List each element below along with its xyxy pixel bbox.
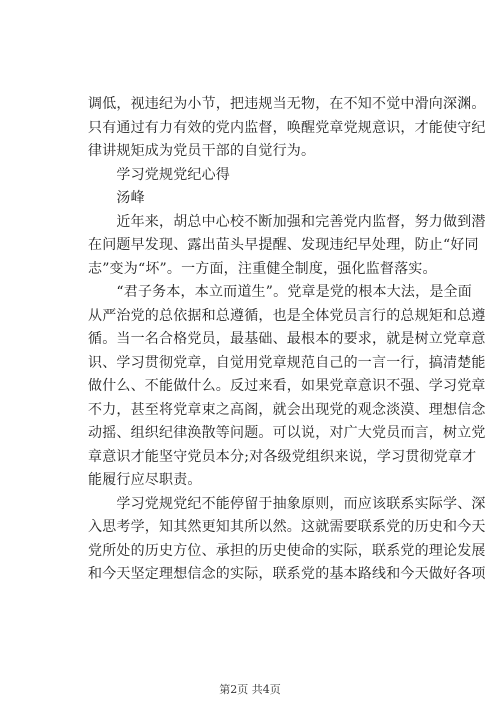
text-line: 不力，甚至将党章束之高阁，就会出现党的观念淡漠、理想信念	[88, 401, 486, 418]
text-line: 循。当一名合格党员，最基础、最根本的要求，就是树立党章意	[88, 331, 486, 347]
section-title: 学习党规党纪心得	[88, 166, 230, 183]
text-line: 章意识才能坚守党员本分;对各级党组织来说，学习贯彻党章才	[88, 448, 477, 465]
text-line: 做什么、不能做什么。反过来看，如果党章意识不强、学习党章	[88, 378, 486, 394]
text-line: 调低，视违纪为小节，把违规当无物，在不知不觉中滑向深渊。	[88, 96, 486, 112]
text-line: 党所处的历史方位、承担的历史使命的实际，联系党的理论发展	[88, 542, 486, 559]
text-line: 识、学习贯彻党章，自觉用党章规范自己的一言一行，搞清楚能	[88, 354, 486, 371]
text-line: 入思考学，知其然更知其所以然。这就需要联系党的历史和今天	[88, 519, 486, 535]
text-line: 动摇、组织纪律涣散等问题。可以说，对广大党员而言，树立党	[88, 425, 486, 441]
text-line: 学习党规党纪不能停留于抽象原则，而应该联系实际学、深	[88, 495, 486, 512]
text-line: 和今天坚定理想信念的实际，联系党的基本路线和今天做好各项	[88, 566, 486, 582]
text-line: 律讲规矩成为党员干部的自觉行为。	[88, 143, 316, 159]
text-line: 近年来，胡总中心校不断加强和完善党内监督，努力做到潜	[88, 213, 486, 230]
text-line: 只有通过有力有效的党内监督，唤醒党章党规意识，才能使守纪	[88, 119, 486, 136]
text-line: 从严治党的总依据和总遵循，也是全体党员言行的总规矩和总遵	[88, 307, 486, 324]
text-line: 在问题早发现、露出苗头早提醒、发现违纪早处理，防止“好同	[88, 237, 479, 253]
text-line: 能履行应尽职责。	[88, 472, 202, 488]
author-name: 汤峰	[88, 190, 145, 206]
document-body	[88, 93, 486, 587]
page-number-footer: 第2页 共4页	[219, 683, 281, 696]
text-line: “君子务本，本立而道生”。党章是党的根本大法，是全面	[88, 284, 472, 300]
text-line: 志”变为“坏”。一方面，注重健全制度，强化监督落实。	[88, 260, 437, 277]
